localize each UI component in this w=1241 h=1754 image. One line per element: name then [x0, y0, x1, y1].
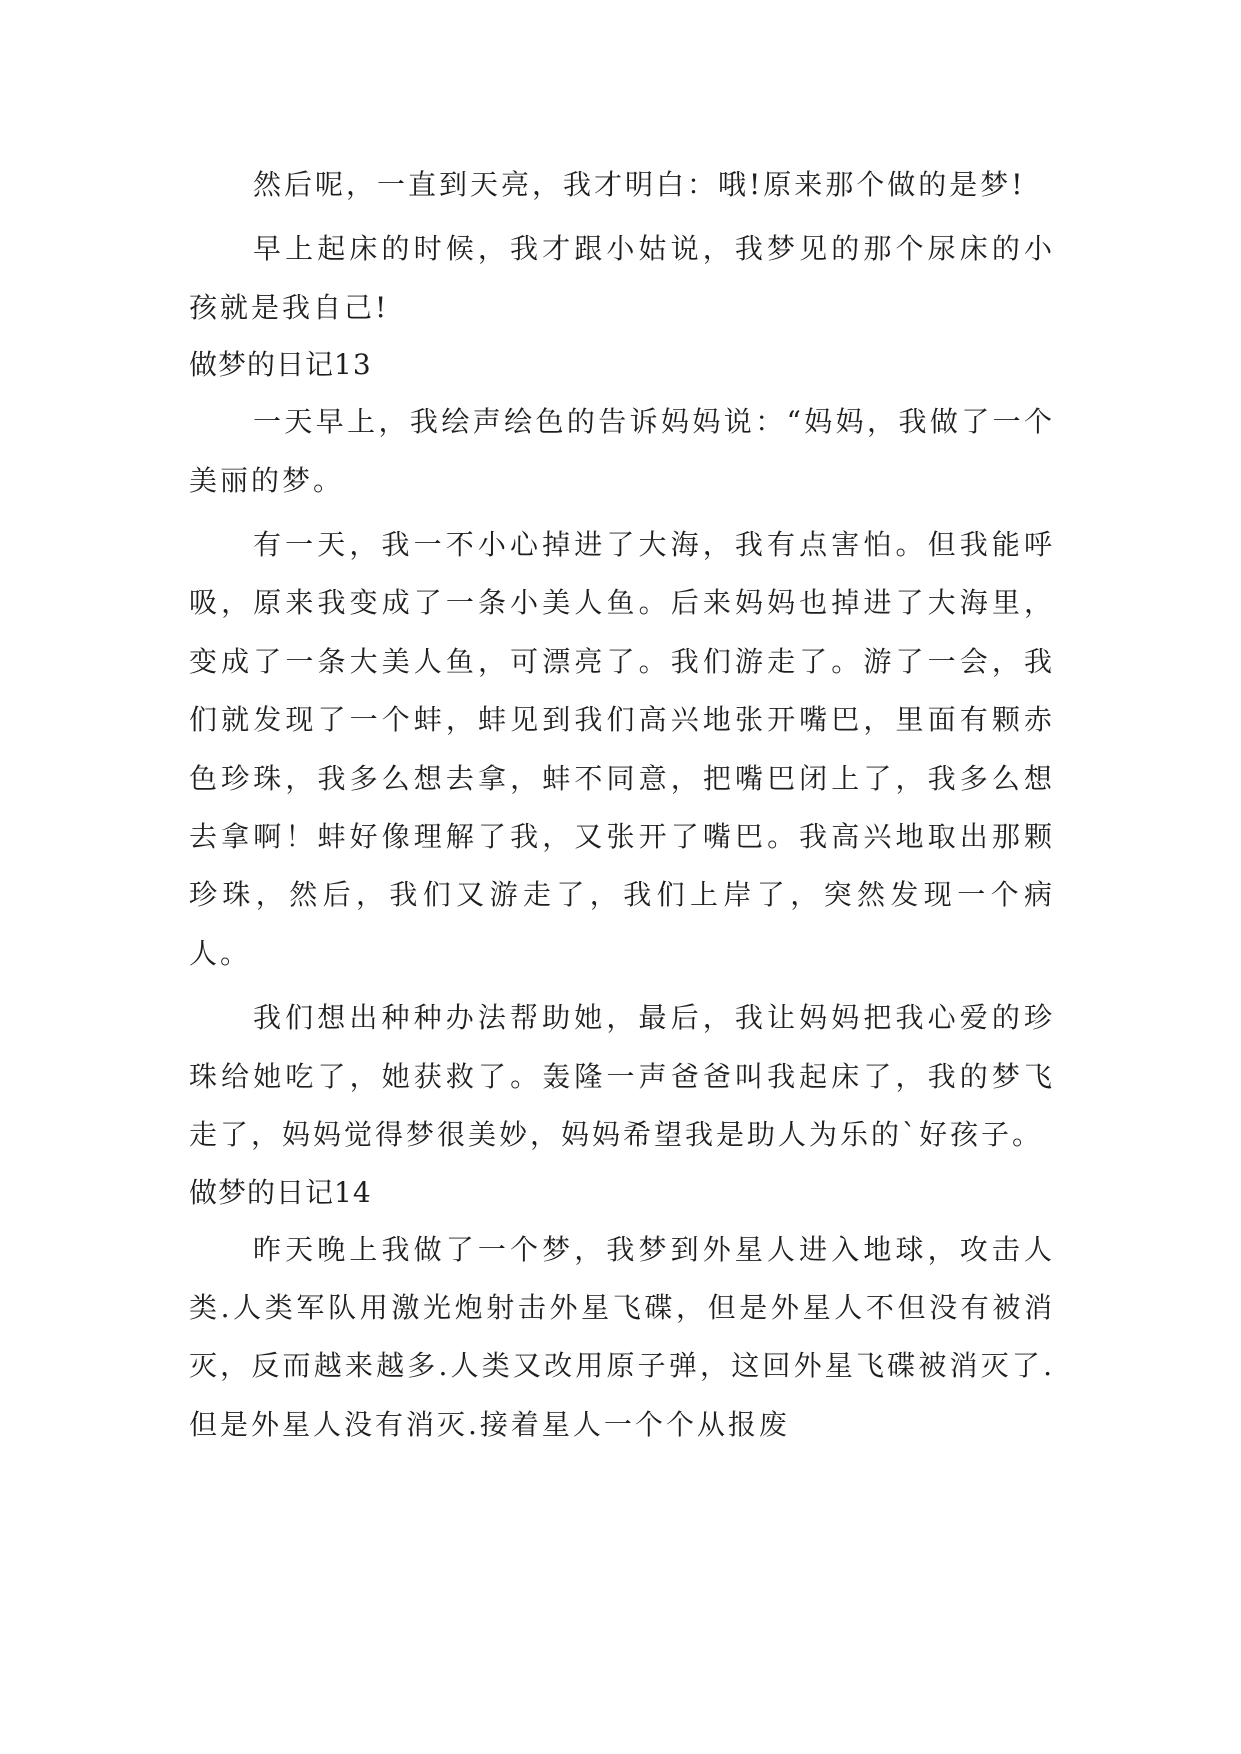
paragraph: 早上起床的时候，我才跟小姑说，我梦见的那个尿床的小孩就是我自己! [189, 232, 1055, 324]
paragraph: 昨天晚上我做了一个梦，我梦到外星人进入地球，攻击人类.人类军队用激光炮射击外星飞碟，但是外星人不但没有被消灭，反而越来越多.人类又改用原子弹，这回外星飞碟被消灭了.但是外星人没有消灭.接着星人一个个从报废 [189, 1232, 1055, 1441]
paragraph: 我们想出种种办法帮助她，最后，我让妈妈把我心爱的珍珠给她吃了，她获救了。轰隆一声爸爸叫我起床了，我的梦飞走了，妈妈觉得梦很美妙，妈妈希望我是助人为乐的`好孩子。 [189, 1001, 1055, 1152]
paragraph: 有一天，我一不小心掉进了大海，我有点害怕。但我能呼吸，原来我变成了一条小美人鱼。后来妈妈也掉进了大海里，变成了一条大美人鱼，可漂亮了。我们游走了。游了一会，我们就发现了一个蚌，蚌见到我们高兴地张开嘴巴，里面有颗赤色珍珠，我多么想去拿，蚌不同意，把嘴巴闭上了，我多么想去拿啊！蚌好像理解了我，又张开了嘴巴。我高兴地取出那颗珍珠，然后，我们又游走了，我们上岸了，突然发现一个病人。 [189, 528, 1055, 970]
diary-heading: 做梦的日记13 [189, 348, 372, 382]
paragraph: 一天早上，我绘声绘色的告诉妈妈说：“妈妈，我做了一个美丽的梦。 [189, 405, 1055, 497]
document-page [189, 156, 1055, 1460]
diary-heading: 做梦的日记14 [189, 1175, 372, 1209]
paragraph: 然后呢，一直到天亮，我才明白：哦!原来那个做的是梦! [253, 168, 1026, 201]
